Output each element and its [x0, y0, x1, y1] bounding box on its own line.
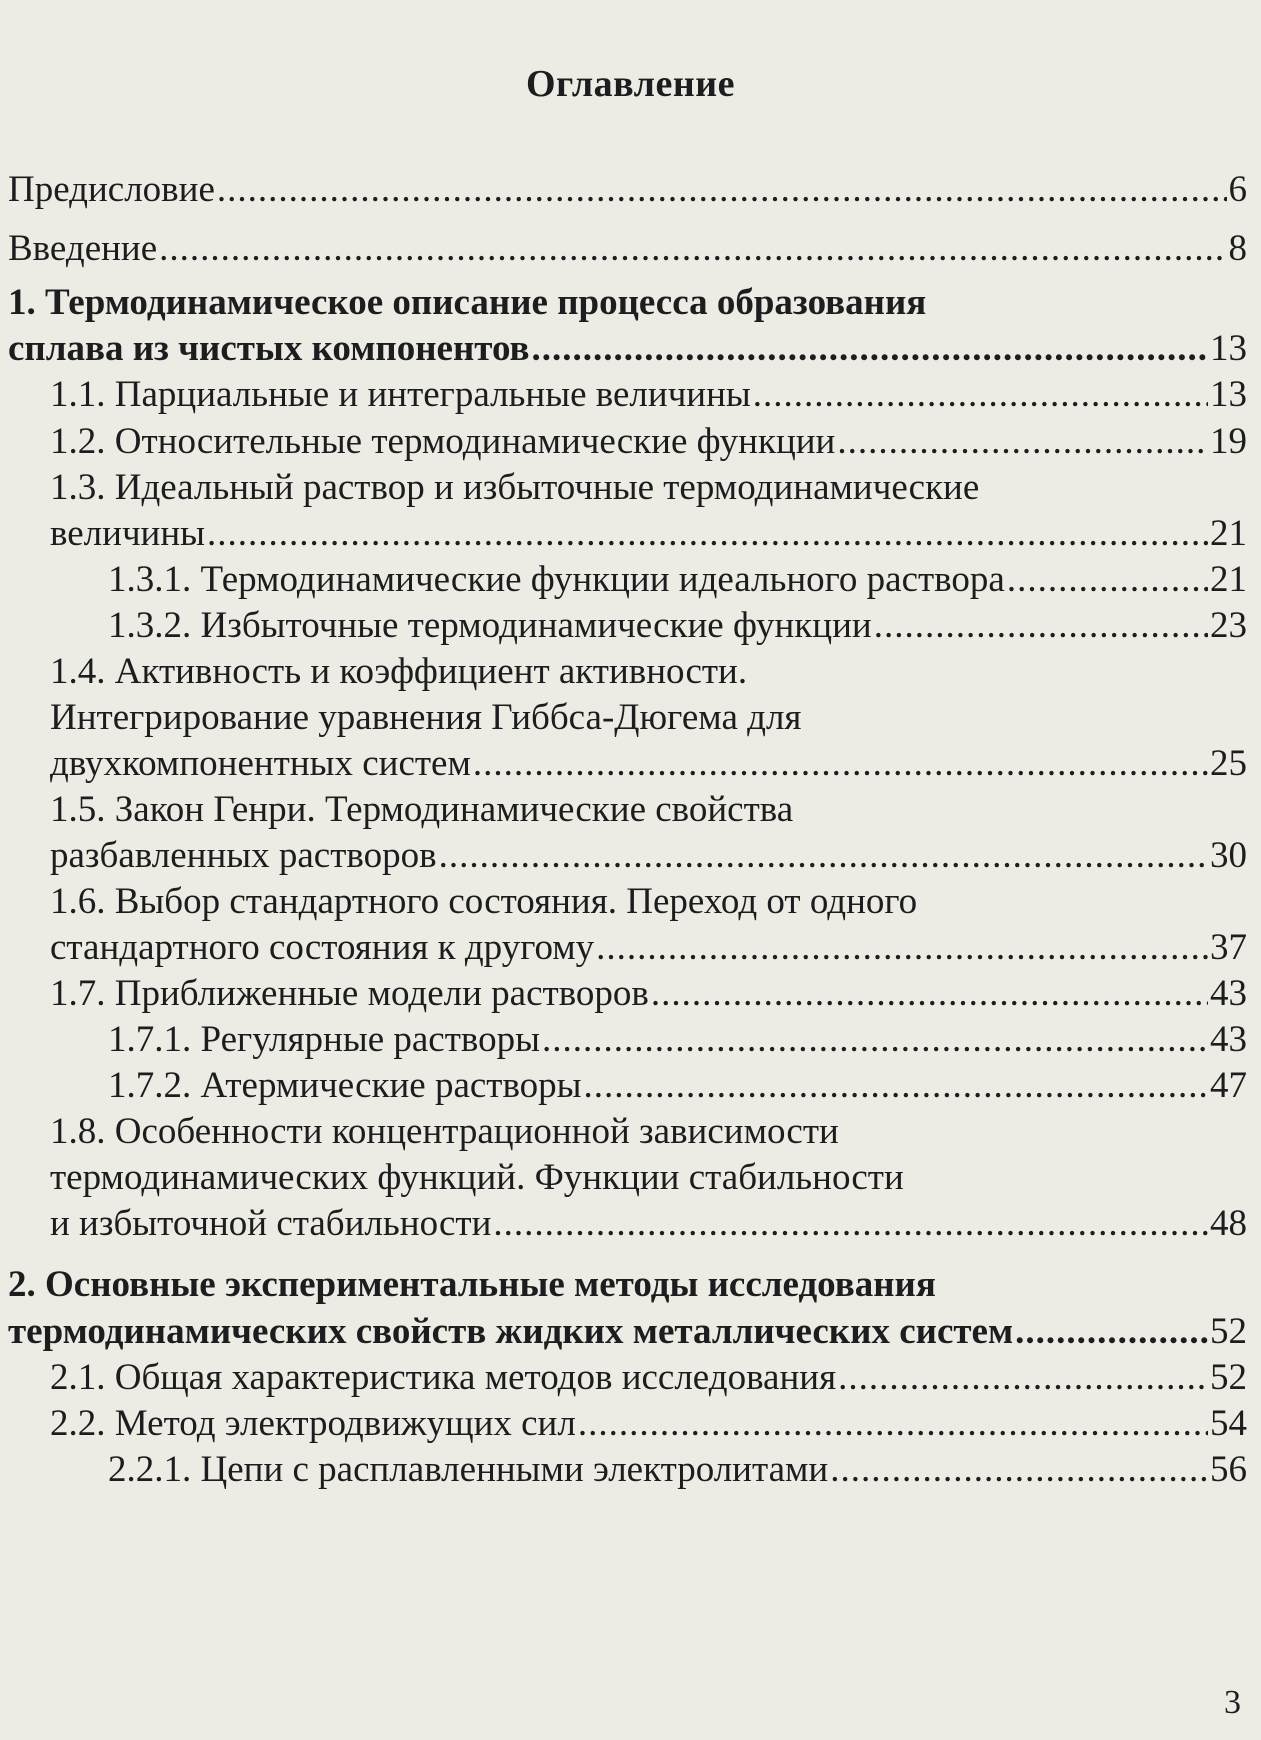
leader-dots: [207, 514, 1208, 555]
toc-page-number: 6: [1228, 169, 1247, 210]
toc-entry-1-8-line2: термодинамических функций. Функции стабильности: [50, 1157, 904, 1198]
toc-entry-1-4-line1: 1.4. Активность и коэффициент активности.: [50, 651, 748, 692]
toc-entry-1-3-line1: 1.3. Идеальный раствор и избыточные термодинамические: [50, 467, 980, 508]
toc-page-number: 52: [1210, 1357, 1247, 1398]
toc-entry-preface: [8, 170, 1247, 211]
toc-page-number: 19: [1210, 421, 1247, 462]
toc-entry-title: 2.2.1. Цепи с расплавленными электролитами: [108, 1449, 829, 1490]
toc-entry-title: Введение: [8, 228, 158, 269]
toc-page-number: 47: [1210, 1065, 1247, 1106]
toc-chapter-1: [8, 329, 1247, 370]
toc-entry-title: 1.1. Парциальные и интегральные величины: [50, 374, 751, 415]
toc-entry-1-4-line2: Интегрирование уравнения Гиббса-Дюгема для: [50, 697, 802, 738]
toc-chapter-1-line1: 1. Термодинамическое описание процесса образования: [8, 282, 927, 323]
toc-entry-1-2: [50, 422, 1247, 463]
toc-page-number: 23: [1210, 605, 1247, 646]
toc-entry-1-8: [50, 1204, 1247, 1245]
toc-entry-introduction: [8, 229, 1247, 270]
leader-dots: [838, 1358, 1208, 1399]
toc-entry-title: и избыточной стабильности: [50, 1203, 492, 1244]
toc-entry-1-5: [50, 836, 1247, 877]
toc-page-number: 52: [1210, 1311, 1247, 1352]
leader-dots: [651, 974, 1208, 1015]
toc-page-number: 25: [1210, 743, 1247, 784]
leader-dots: [439, 836, 1208, 877]
leader-dots: [874, 606, 1208, 647]
leader-dots: [493, 1204, 1208, 1245]
toc-entry-1-5-line1: 1.5. Закон Генри. Термодинамические свойства: [50, 789, 794, 830]
toc-entry-1-3-1: [108, 560, 1247, 601]
toc-entry-title: термодинамических свойств жидких металлических систем: [8, 1311, 1014, 1352]
toc-chapter-2: [8, 1312, 1247, 1353]
toc-entry-title: 1.2. Относительные термодинамические функции: [50, 421, 836, 462]
leader-dots: [217, 170, 1227, 211]
toc-entry-1-3-2: [108, 606, 1247, 647]
toc-entry-title: Предисловие: [8, 169, 215, 210]
toc-entry-title: сплава из чистых компонентов: [8, 328, 530, 369]
leader-dots: [1015, 1312, 1208, 1353]
toc-entry-title: 1.3.2. Избыточные термодинамические функции: [108, 605, 872, 646]
leader-dots: [473, 744, 1208, 785]
toc-entry-title: 1.7.1. Регулярные растворы: [108, 1019, 540, 1060]
toc-page-number: 37: [1210, 927, 1247, 968]
toc-entry-title: 2.2. Метод электродвижущих сил: [50, 1403, 576, 1444]
toc-page-number: 21: [1210, 559, 1247, 600]
leader-dots: [159, 229, 1226, 270]
toc-entry-1-7: [50, 974, 1247, 1015]
toc-page-number: 48: [1210, 1203, 1247, 1244]
leader-dots: [1007, 560, 1208, 601]
leader-dots: [532, 329, 1208, 370]
toc-entry-1-4: [50, 744, 1247, 785]
toc-page-number: 21: [1210, 513, 1247, 554]
toc-page-number: 43: [1210, 973, 1247, 1014]
page-number: 3: [1224, 1684, 1241, 1721]
toc-entry-1-8-line1: 1.8. Особенности концентрационной зависимости: [50, 1111, 839, 1152]
toc-page-number: 43: [1210, 1019, 1247, 1060]
toc-page-number: 30: [1210, 835, 1247, 876]
toc-entry-2-1: [50, 1358, 1247, 1399]
leader-dots: [837, 422, 1208, 463]
toc-entry-title: разбавленных растворов: [50, 835, 437, 876]
toc-page-number: 13: [1210, 328, 1247, 369]
toc-entry-1-3: [50, 514, 1247, 555]
toc-entry-1-7-1: [108, 1020, 1247, 1061]
toc-entry-title: 2.1. Общая характеристика методов исследования: [50, 1357, 837, 1398]
toc-entry-title: 1.3.1. Термодинамические функции идеального раствора: [108, 559, 1005, 600]
leader-dots: [596, 928, 1208, 969]
toc-entry-2-2: [50, 1404, 1247, 1445]
toc-entry-1-6-line1: 1.6. Выбор стандартного состояния. Переход от одного: [50, 881, 918, 922]
leader-dots: [830, 1450, 1208, 1491]
leader-dots: [584, 1066, 1208, 1107]
toc-entry-1-7-2: [108, 1066, 1247, 1107]
toc-entry-title: 1.7. Приближенные модели растворов: [50, 973, 649, 1014]
toc-entry-1-1: [50, 375, 1247, 416]
toc-entry-title: 1.7.2. Атермические растворы: [108, 1065, 582, 1106]
toc-entry-1-6: [50, 928, 1247, 969]
toc-entry-title: двухкомпонентных систем: [50, 743, 471, 784]
toc-chapter-2-line1: 2. Основные экспериментальные методы исследования: [8, 1264, 936, 1305]
leader-dots: [753, 375, 1208, 416]
leader-dots: [542, 1020, 1208, 1061]
toc-page-number: 13: [1210, 374, 1247, 415]
leader-dots: [578, 1404, 1208, 1445]
toc-page-number: 56: [1210, 1449, 1247, 1490]
toc-page-number: 54: [1210, 1403, 1247, 1444]
toc-entry-title: величины: [50, 513, 206, 554]
toc-page-number: 8: [1228, 228, 1247, 269]
toc-entry-2-2-1: [108, 1450, 1247, 1491]
toc-entry-title: стандартного состояния к другому: [50, 927, 595, 968]
page-title: Оглавление: [525, 63, 736, 105]
